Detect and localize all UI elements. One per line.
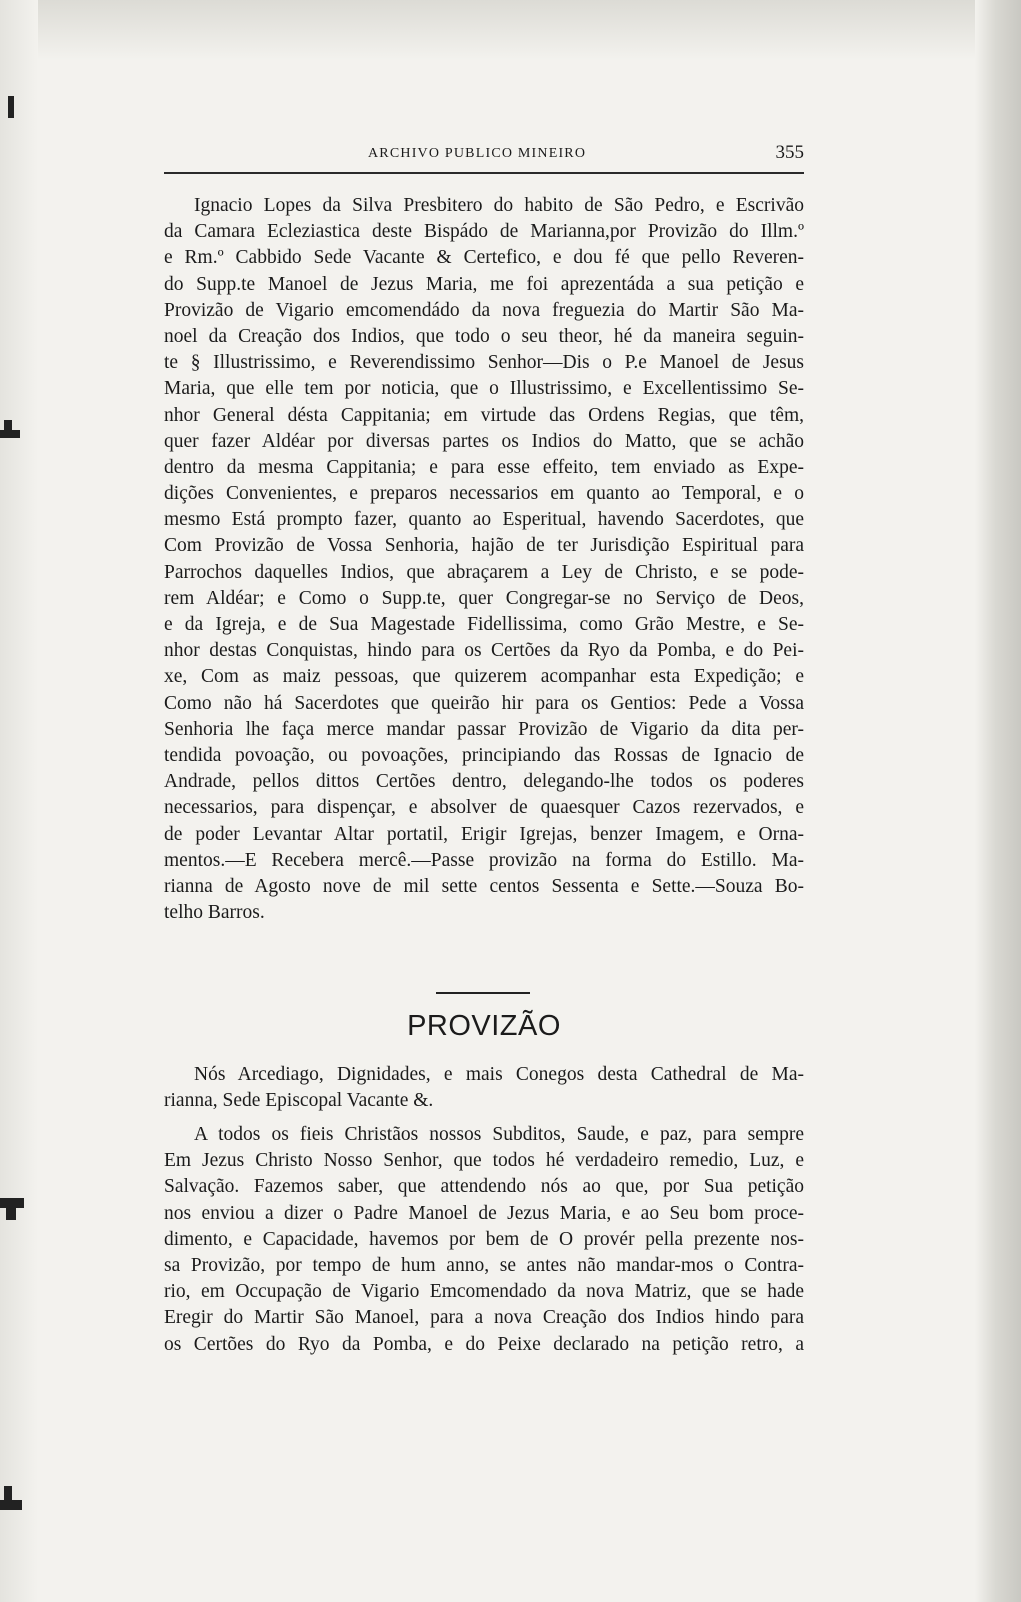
text-line: nhor destas Conquistas, hindo para os Certões da Ryo da Pomba, e do Pei- bbox=[164, 640, 804, 662]
text-line: os Certões do Ryo da Pomba, e do Peixe declarado na petição retro, a bbox=[164, 1333, 804, 1355]
text-line: rio, em Occupação de Vigario Emcomendado da nova Matriz, que se hade bbox=[164, 1281, 804, 1303]
text-line: Ignacio Lopes da Silva Presbitero do habito de São Pedro, e Escrivão bbox=[194, 195, 804, 216]
text-line: dentro da mesma Cappitania; e para esse effeito, tem enviado as Expe- bbox=[164, 456, 804, 478]
text-line: Com Provizão de Vossa Senhoria, hajão de ter Jurisdição Espiritual para bbox=[164, 535, 804, 557]
text-line: sa Provizão, por tempo de hum anno, se antes não mandar-mos o Contra- bbox=[164, 1254, 804, 1276]
text-line: xe, Com as maiz pessoas, que quizerem acompanhar esta Expedição; e bbox=[164, 666, 804, 688]
scan-top-edge bbox=[0, 0, 1021, 60]
margin-ink-mark bbox=[4, 1486, 12, 1500]
provizao-paragraph-1 bbox=[164, 1062, 804, 1114]
text-line: da Camara Ecleziastica deste Bispádo de Marianna,por Provizão do Illm.º bbox=[164, 221, 804, 243]
text-line: mentos.—E Recebera mercê.—Passe provizão na forma do Estillo. Ma- bbox=[164, 849, 804, 871]
section-divider bbox=[436, 992, 530, 994]
text-line: mesmo Está prompto fazer, quanto ao Esperitual, havendo Sacerdotes, que bbox=[164, 509, 804, 531]
running-title: ARCHIVO PUBLICO MINEIRO bbox=[368, 146, 587, 161]
certificate-text bbox=[164, 193, 804, 926]
text-line: tendida povoação, ou povoações, principiando das Rossas de Ignacio de bbox=[164, 744, 804, 766]
text-line: te § Illustrissimo, e Reverendissimo Senhor—Dis o P.e Manoel de Jesus bbox=[164, 352, 804, 374]
text-line: rianna de Agosto nove de mil sette centos Sessenta e Sette.—Souza Bo- bbox=[164, 875, 804, 897]
margin-ink-mark bbox=[6, 1206, 16, 1220]
section-heading: PROVIZÃO bbox=[407, 1010, 561, 1042]
text-line: do Supp.te Manoel de Jezus Maria, me foi aprezentáda a sua petição e bbox=[164, 273, 804, 295]
text-line: rem Aldéar; e Como o Supp.te, quer Congregar-se no Serviço de Deos, bbox=[164, 587, 804, 609]
margin-ink-mark bbox=[8, 96, 14, 118]
text-line: nhor General désta Cappitania; em virtude das Ordens Regias, que têm, bbox=[164, 404, 804, 426]
text-line: Nós Arcediago, Dignidades, e mais Conegos desta Cathedral de Ma- bbox=[194, 1064, 804, 1085]
text-line: Eregir do Martir São Manoel, para a nova Creação dos Indios hindo para bbox=[164, 1307, 804, 1329]
text-line: Maria, que elle tem por noticia, que o Illustrissimo, e Excellentissimo Se- bbox=[164, 378, 804, 400]
text-line: Como não há Sacerdotes que queirão hir para os Gentios: Pede a Vossa bbox=[164, 692, 804, 714]
text-line: nos enviou a dizer o Padre Manoel de Jezus Maria, e ao Seu bom proce- bbox=[164, 1202, 804, 1224]
page-number: 355 bbox=[775, 142, 804, 163]
margin-ink-mark bbox=[0, 430, 20, 438]
header-rule bbox=[164, 172, 804, 174]
text-line: e da Igreja, e de Sua Magestade Fidellissima, como Grão Mestre, e Se- bbox=[164, 614, 804, 635]
text-line: Salvação. Fazemos saber, que attendendo nós ao que, por Sua petição bbox=[164, 1176, 804, 1198]
running-head bbox=[164, 142, 804, 168]
scan-left-shadow bbox=[0, 0, 38, 1602]
text-line: noel da Creação dos Indios, que todo o seu theor, hé da maneira seguin- bbox=[164, 325, 804, 347]
text-line: Senhoria lhe faça merce mandar passar Provizão de Vigario da dita per- bbox=[164, 718, 804, 740]
text-line: necessarios, para dispençar, e absolver de quaesquer Cazos rezervados, e bbox=[164, 797, 804, 819]
text-line: Provizão de Vigario emcomendádo da nova freguezia do Martir São Ma- bbox=[164, 299, 804, 321]
text-line: e Rm.º Cabbido Sede Vacante & Certefico, e dou fé que pello Reveren- bbox=[164, 247, 804, 269]
text-line: A todos os fieis Christãos nossos Subditos, Saude, e paz, para sempre bbox=[194, 1124, 804, 1145]
text-line: dimento, e Capacidade, havemos por bem de O provér pella prezente nos- bbox=[164, 1228, 804, 1250]
text-line: rianna, Sede Episcopal Vacante &. bbox=[164, 1090, 434, 1112]
margin-ink-mark bbox=[0, 1500, 22, 1510]
text-line: Andrade, pellos dittos Certões dentro, delegando-lhe todos os poderes bbox=[164, 771, 804, 793]
text-line: de poder Levantar Altar portatil, Erigir Igrejas, benzer Imagem, e Orna- bbox=[164, 823, 804, 845]
text-line: telho Barros. bbox=[164, 902, 265, 924]
text-line: Parrochos daquelles Indios, que abraçarem a Ley de Christo, e se pode- bbox=[164, 561, 804, 583]
text-line: Em Jezus Christo Nosso Senhor, que todos hé verdadeiro remedio, Luz, e bbox=[164, 1150, 804, 1172]
scan-right-edge bbox=[975, 0, 1021, 1602]
text-line: dições Convenientes, e preparos necessarios em quanto ao Temporal, e o bbox=[164, 483, 804, 505]
provizao-paragraph-2 bbox=[164, 1122, 804, 1358]
text-line: quer fazer Aldéar por diversas partes os Indios do Matto, que se achão bbox=[164, 430, 804, 452]
